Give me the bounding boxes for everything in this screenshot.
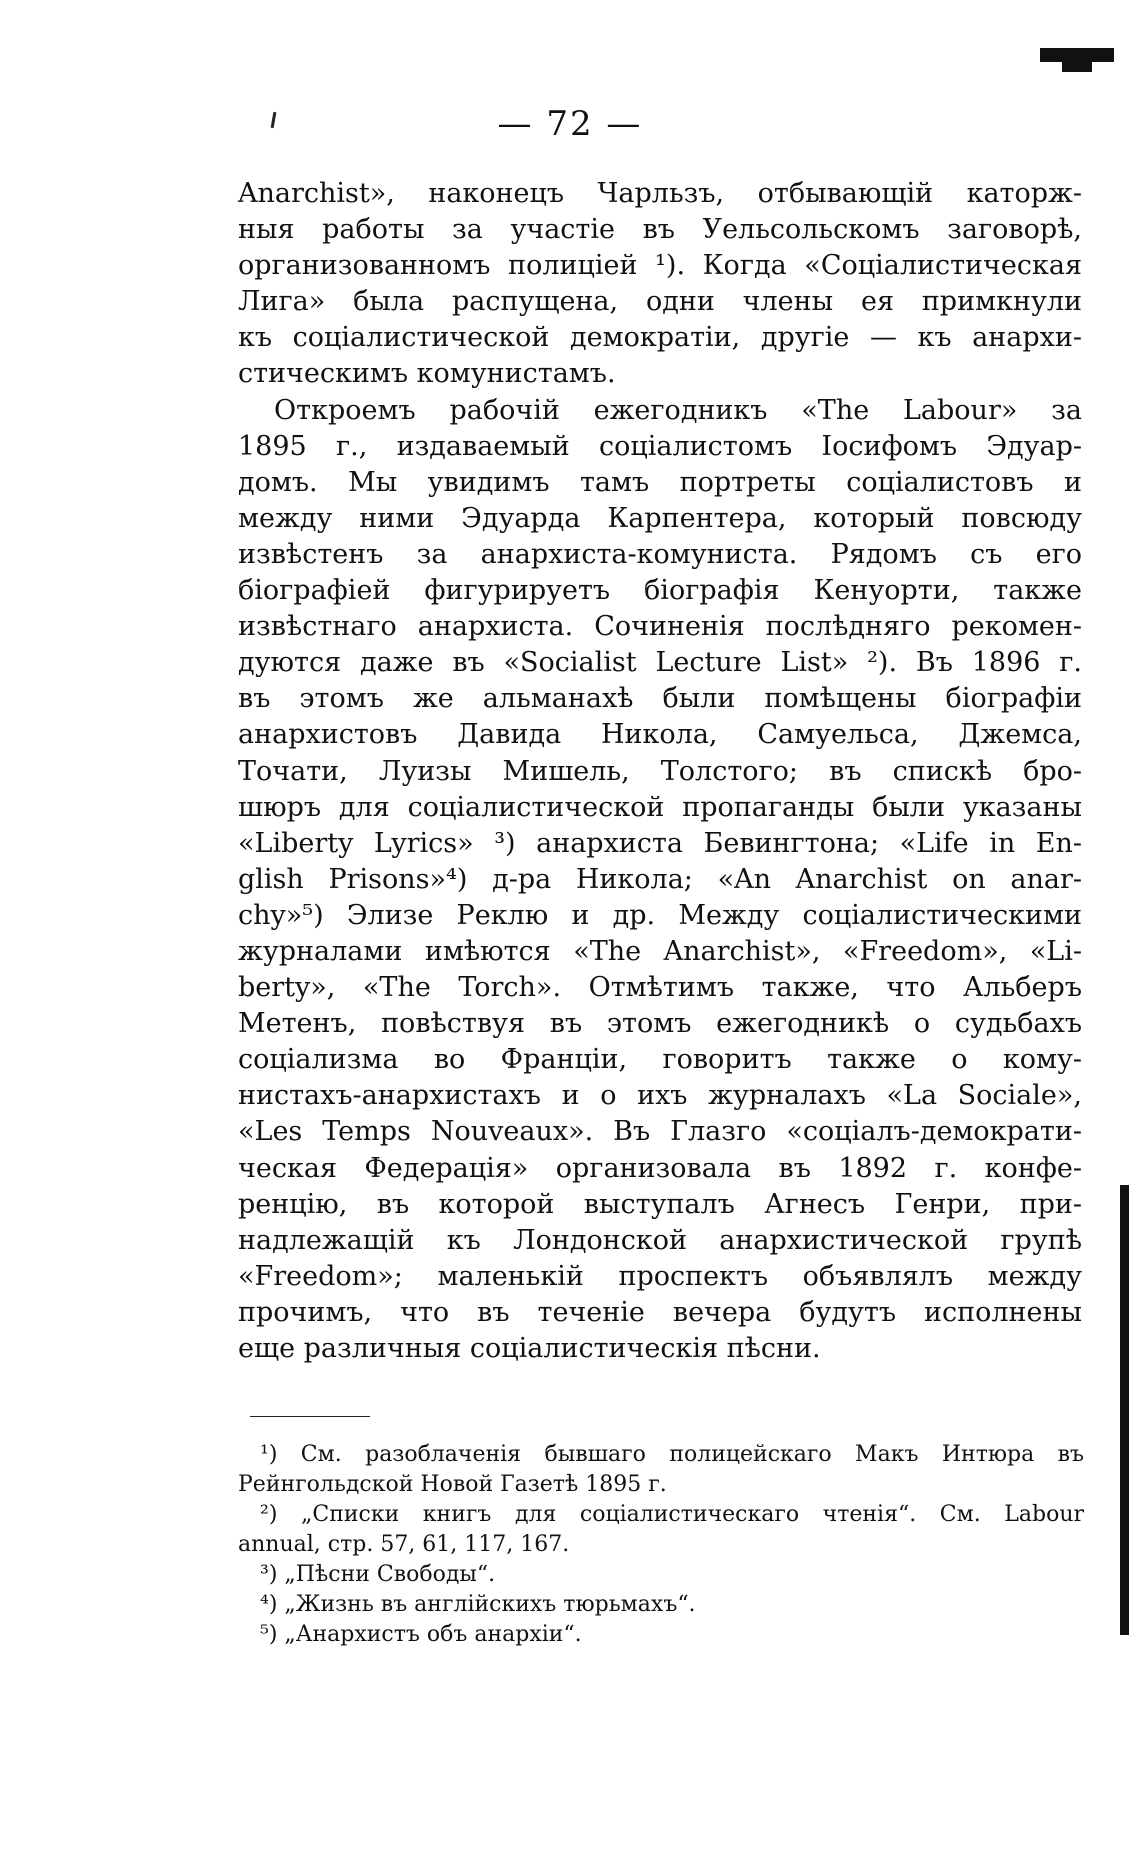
footnote-line: Рейнгольдской Новой Газетѣ 1895 г. [238,1472,667,1497]
scan-corner-mark [1040,48,1114,62]
text-line: дуются даже въ «Socialist Lecture List» ²). Въ 1896 г. [238,647,1082,679]
text-line: glish Prisons»⁴) д-ра Никола; «An Anarchist on anar- [238,863,1082,895]
text-line: домъ. Мы увидимъ тамъ портреты соціалистовъ и [238,466,1082,498]
text-line: Точати, Луизы Мишель, Толстого; въ спискѣ бро- [238,755,1082,787]
scan-edge-shadow [1120,1185,1129,1635]
text-line: анархистовъ Давида Никола, Самуельса, Джемса, [238,719,1082,751]
text-line: соціализма во Франціи, говоритъ также о кому- [238,1044,1082,1076]
text-line: berty», «The Torch». Отмѣтимъ также, что Альберъ [238,972,1082,1004]
text-line: ныя работы за участіе въ Уельсольскомъ заговорѣ, [238,214,1082,246]
footnote-line: ⁴) „Жизнь въ англійскихъ тюрьмахъ“. [260,1592,696,1617]
text-line: журналами имѣются «The Anarchist», «Freedom», «Li- [238,935,1082,967]
footnote-line: ³) „Пѣсни Свободы“. [260,1562,496,1587]
text-line: организованномъ полиціей ¹). Когда «Соціалистическая [238,250,1082,282]
text-line: Anarchist», наконецъ Чарльзъ, отбывающій каторж- [238,178,1082,209]
footnote-line: ²) „Списки книгъ для соціалистическаго чтенія“. См. Labour [260,1502,1084,1527]
text-line: шюръ для соціалистической пропаганды были указаны [238,791,1082,823]
text-line: «Liberty Lyrics» ³) анархиста Бевингтона; «Life in En- [238,827,1082,859]
footnotes [238,1440,1084,1650]
text-line: ренцію, въ которой выступалъ Агнесъ Генри, при- [238,1188,1082,1220]
text-line: стическимъ комунистамъ. [238,358,616,390]
text-line: между ними Эдуарда Карпентера, который повсюду [238,502,1082,534]
text-line: «Freedom»; маленькій проспектъ объявлялъ между [238,1260,1082,1292]
text-line: Откроемъ рабочій ежегодникъ «The Labour» за [274,394,1082,426]
text-line: извѣстнаго анархиста. Сочиненія послѣдняго рекомен- [238,611,1082,643]
page-number: — 72 — [497,104,643,144]
body-text [238,176,1082,1367]
text-line: нистахъ-анархистахъ и о ихъ журналахъ «La Sociale», [238,1080,1082,1112]
text-line: надлежащій къ Лондонской анархистической групѣ [238,1224,1082,1256]
text-line: прочимъ, что въ теченіе вечера будутъ исполнены [238,1296,1082,1328]
text-line: «Les Temps Nouveaux». Въ Глазго «соціалъ-демократи- [238,1116,1082,1148]
footnote-separator [250,1416,370,1417]
text-line: ческая Федерація» организовала въ 1892 г. конфе- [238,1152,1082,1184]
text-line: Лига» была распущена, одни члены ея примкнули [238,286,1082,318]
text-line: къ соціалистической демократіи, другіе — къ анархи- [238,322,1082,354]
text-line: Метенъ, повѣствуя въ этомъ ежегодникѣ о судьбахъ [238,1008,1082,1040]
text-line: въ этомъ же альманахѣ были помѣщены біографіи [238,683,1082,715]
text-line: 1895 г., издаваемый соціалистомъ Іосифомъ Эдуар- [238,430,1082,462]
footnote-line: annual, стр. 57, 61, 117, 167. [238,1532,570,1557]
footnote-line: ¹) См. разоблаченія бывшаго полицейскаго Макъ Интюра въ [260,1442,1084,1467]
footnote-line: ⁵) „Анархистъ объ анархіи“. [260,1622,582,1647]
text-line: біографіей фигурируетъ біографія Кенуорти, также [238,575,1082,607]
text-line: еще различныя соціалистическія пѣсни. [238,1333,821,1364]
text-line: chy»⁵) Элизе Реклю и др. Между соціалистическими [238,899,1082,931]
text-line: извѣстенъ за анархиста-комуниста. Рядомъ съ его [238,538,1082,570]
